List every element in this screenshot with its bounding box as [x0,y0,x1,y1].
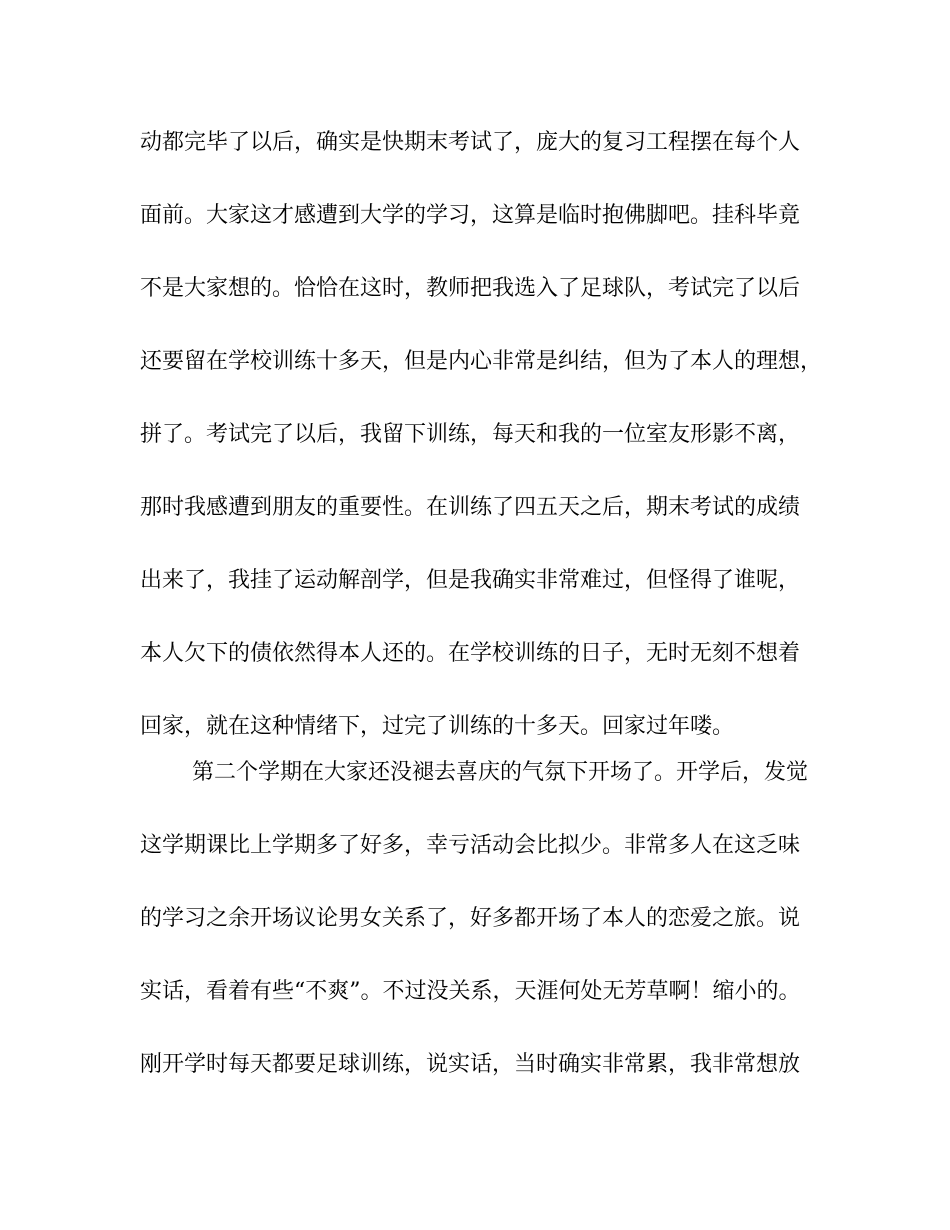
text-line: 动都完毕了以后，确实是快期末考试了，庞大的复习工程摆在每个人 [140,130,801,155]
text-line: 那时我感遭到朋友的重要性。在训练了四五天之后，期末考试的成绩 [140,495,801,520]
text-line: 不是大家想的。恰恰在这时，教师把我选入了足球队，考试完了以后 [140,276,801,301]
text-line: 本人欠下的债依然得本人还的。在学校训练的日子，无时无刻不想着 [140,641,801,666]
text-line: 拼了。考试完了以后，我留下训练，每天和我的一位室友形影不离， [140,422,801,447]
text-line: 刚开学时每天都要足球训练，说实话，当时确实非常累，我非常想放 [140,1052,801,1077]
paragraph-first-line: 第二个学期在大家还没褪去喜庆的气氛下开场了。开学后，发觉 [192,760,809,785]
text-line: 的学习之余开场议论男女关系了，好多都开场了本人的恋爱之旅。说 [140,906,801,931]
text-line: 出来了，我挂了运动解剖学，但是我确实非常难过，但怪得了谁呢， [140,568,801,593]
text-line: 实话，看着有些“不爽”。不过没关系，天涯何处无芳草啊！缩小的。 [140,979,801,1004]
text-line: 面前。大家这才感遭到大学的学习，这算是临时抱佛脚吧。挂科毕竟 [140,203,801,228]
text-line: 还要留在学校训练十多天，但是内心非常是纠结，但为了本人的理想， [140,349,823,374]
body-text [140,123,823,1118]
text-line: 这学期课比上学期多了好多，幸亏活动会比拟少。非常多人在这乏味 [140,833,801,858]
text-line: 回家，就在这种情绪下，过完了训练的十多天。回家过年喽。 [140,714,735,739]
